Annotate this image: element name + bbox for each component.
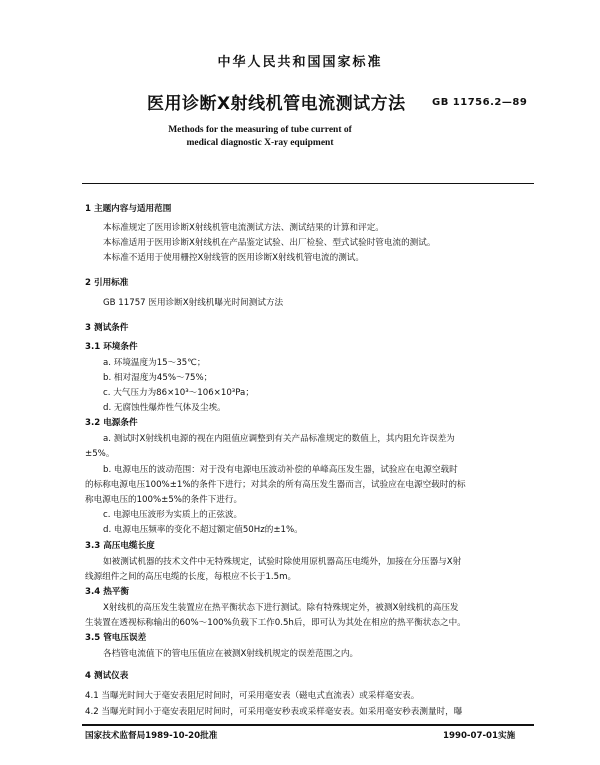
section-1-heading: 1 主题内容与适用范围 [85,204,172,214]
section-3-1-item-b: b. 相对湿度为45%～75%； [103,373,213,383]
effective-date: 1990-07-01实施 [443,731,516,741]
english-title-line-1: Methods for the measuring of tube current of [168,125,352,135]
section-3-2-item-a-line-1: a. 测试时X射线机电源的视在内阻值应调整到有关产品标准规定的数值上，其内阻允许误差为 [103,434,455,444]
section-4-2-item: 4.2 当曝光时间小于毫安表阻尼时间时，可采用毫安秒表或采样毫安表。如采用毫安秒表测量时，曝 [85,707,463,717]
section-3-2-item-c: c. 电源电压波形为实质上的正弦波。 [103,510,243,520]
section-1-para-3: 本标准不适用于使用栅控X射线管的医用诊断X射线机管电流的测试。 [103,253,364,263]
section-3-5-para: 各档管电流值下的管电压值应在被测X射线机规定的误差范围之内。 [103,649,359,659]
section-3-4-heading: 3.4 热平衡 [85,587,129,597]
section-1-para-1: 本标准规定了医用诊断X射线机管电流测试方法、测试结果的计算和评定。 [103,223,384,233]
section-3-1-item-d: d. 无腐蚀性爆炸性气体及尘埃。 [103,403,226,413]
section-3-1-item-a: a. 环境温度为15～35℃； [103,358,206,368]
section-3-2-item-d: d. 电源电压频率的变化不超过额定值50Hz的±1%。 [103,525,303,535]
section-2-reference: GB 11757 医用诊断X射线机曝光时间测试方法 [103,298,284,308]
section-3-1-heading: 3.1 环境条件 [85,342,138,352]
section-3-3-heading: 3.3 高压电缆长度 [85,541,155,551]
document-title: 医用诊断X射线机管电流测试方法 [147,94,406,114]
section-3-5-heading: 3.5 管电压误差 [85,633,147,643]
footer-rule [82,724,534,726]
section-3-heading: 3 测试条件 [85,323,129,333]
section-3-2-item-b-line-2: 的标称电源电压100%±1%的条件下进行；对其余的所有高压发生器而言，试验应在电源空载时的标 [85,480,466,490]
section-2-heading: 2 引用标准 [85,278,129,288]
section-3-4-para-line-2: 生装置在透视标称输出的60%～100%负载下工作0.5h后，即可认为其处在相应的热平衡状态之中。 [85,618,466,628]
section-3-2-heading: 3.2 电源条件 [85,418,138,428]
section-4-1-item: 4.1 当曝光时间大于毫安表阻尼时间时，可采用毫安表（磁电式直流表）或采样毫安表。 [85,691,420,701]
section-3-3-para-line-2: 线源组件之间的高压电缆的长度，每根应不长于1.5m。 [85,572,297,582]
english-title-line-2: medical diagnostic X-ray equipment [186,138,334,148]
section-3-4-para-line-1: X射线机的高压发生装置应在热平衡状态下进行测试。除有特殊规定外，被测X射线机的高压发 [103,603,459,613]
header-rule [82,183,534,184]
standard-number: GB 11756.2—89 [432,97,528,108]
section-4-heading: 4 测试仪表 [85,671,129,681]
section-3-2-item-b-line-1: b. 电源电压的波动范围：对于没有电源电压波动补偿的单峰高压发生器，试验应在电源空载时 [103,465,458,475]
approval-date: 国家技术监督局1989-10-20批准 [85,731,218,741]
section-1-para-2: 本标准适用于医用诊断X射线机在产品鉴定试验、出厂检验、型式试验时管电流的测试。 [103,238,436,248]
section-3-2-item-a-line-2: ±5%。 [85,449,115,459]
issuing-organization: 中华人民共和国国家标准 [217,55,383,70]
section-3-1-item-c: c. 大气压力为86×10³～106×10³Pa； [103,388,254,398]
section-3-3-para-line-1: 如被测试机器的技术文件中无特殊规定，试验时除使用原机器高压电缆外，加接在分压器与X射 [103,557,462,567]
section-3-2-item-b-line-3: 称电源电压的100%±5%的条件下进行。 [85,495,243,505]
